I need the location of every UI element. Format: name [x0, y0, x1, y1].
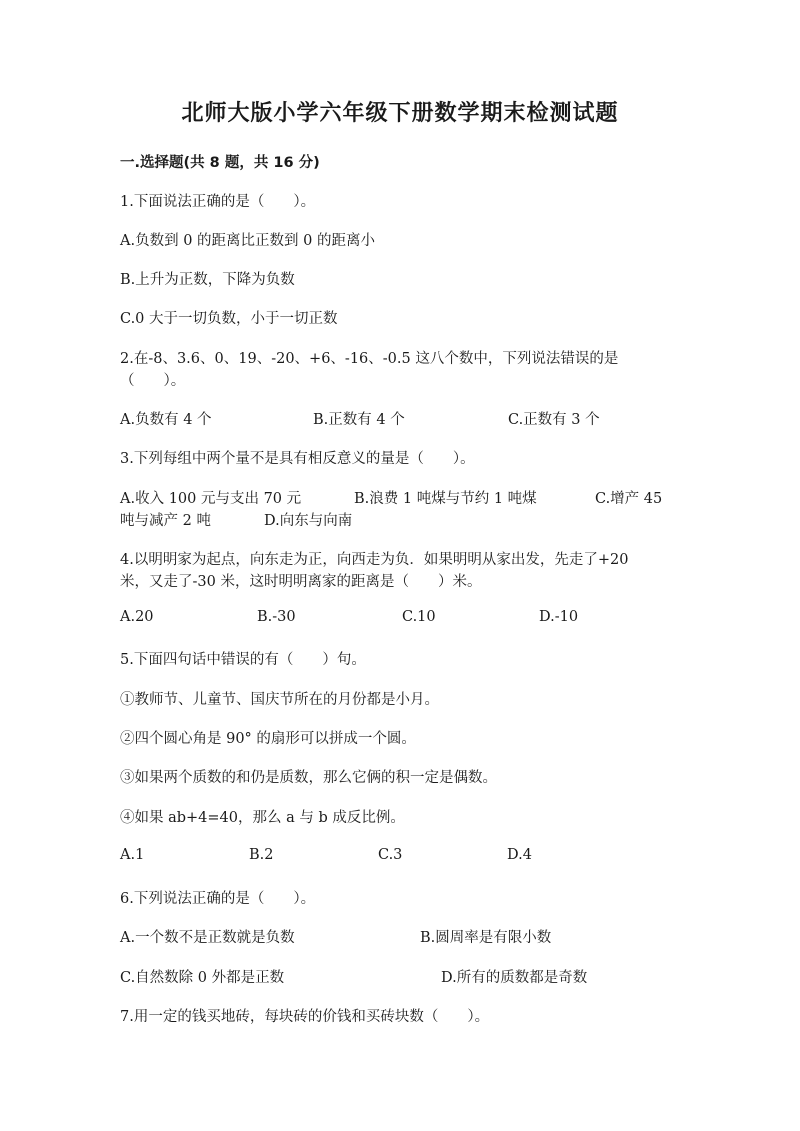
question-3-option-a: A.收入 100 元与支出 70 元 [120, 491, 302, 507]
question-2-option-c: C.正数有 3 个 [508, 412, 600, 428]
section-heading: 一.选择题(共 8 题，共 16 分) [120, 155, 320, 171]
question-5-option-b: B.2 [249, 847, 274, 863]
question-4-option-b: B.-30 [257, 609, 296, 625]
question-5-statement-2: ②四个圆心角是 90° 的扇形可以拼成一个圆。 [120, 731, 416, 747]
question-6-stem: 6.下列说法正确的是（ ）。 [120, 891, 316, 907]
question-1-option-c: C.0 大于一切负数，小于一切正数 [120, 311, 338, 327]
question-6-option-a: A.一个数不是正数就是负数 [120, 930, 295, 946]
question-4-option-a: A.20 [120, 609, 154, 625]
question-6-option-b: B.圆周率是有限小数 [420, 930, 552, 946]
question-3-option-c-line-2: 吨与减产 2 吨 [120, 513, 211, 529]
question-1-option-b: B.上升为正数，下降为负数 [120, 272, 295, 288]
question-3-option-b: B.浪费 1 吨煤与节约 1 吨煤 [354, 491, 537, 507]
question-5-option-d: D.4 [507, 847, 532, 863]
question-3-stem: 3.下列每组中两个量不是具有相反意义的量是（ ）。 [120, 451, 475, 467]
question-2-option-a: A.负数有 4 个 [120, 412, 212, 428]
question-5-statement-4: ④如果 ab+4=40，那么 a 与 b 成反比例。 [120, 810, 405, 826]
question-7-stem: 7.用一定的钱买地砖，每块砖的价钱和买砖块数（ ）。 [120, 1009, 490, 1025]
question-3-option-d: D.向东与向南 [264, 513, 353, 529]
question-1-stem: 1.下面说法正确的是（ ）。 [120, 194, 316, 210]
question-4-option-c: C.10 [402, 609, 436, 625]
page-title: 北师大版小学六年级下册数学期末检测试题 [181, 100, 619, 126]
question-5-statement-3: ③如果两个质数的和仍是质数，那么它俩的积一定是偶数。 [120, 770, 497, 786]
question-1-option-a: A.负数到 0 的距离比正数到 0 的距离小 [120, 233, 375, 249]
question-2-stem-line-1: 2.在-8、3.6、0、19、-20、+6、-16、-0.5 这八个数中，下列说法错误的是 [120, 351, 619, 367]
question-2-option-b: B.正数有 4 个 [313, 412, 405, 428]
question-4-option-d: D.-10 [539, 609, 579, 625]
question-5-option-c: C.3 [378, 847, 403, 863]
question-6-option-c: C.自然数除 0 外都是正数 [120, 970, 285, 986]
question-3-option-c-line-1: C.增产 45 [595, 491, 663, 507]
question-6-option-d: D.所有的质数都是奇数 [441, 970, 588, 986]
question-4-stem-line-2: 米，又走了-30 米，这时明明离家的距离是（ ）米。 [120, 574, 482, 590]
question-4-stem-line-1: 4.以明明家为起点，向东走为正，向西走为负．如果明明从家出发，先走了+20 [120, 552, 629, 568]
question-5-option-a: A.1 [120, 847, 145, 863]
question-2-stem-line-2: （ ）。 [120, 373, 186, 389]
question-5-stem: 5.下面四句话中错误的有（ ）句。 [120, 652, 366, 668]
question-5-statement-1: ①教师节、儿童节、国庆节所在的月份都是小月。 [120, 692, 439, 708]
